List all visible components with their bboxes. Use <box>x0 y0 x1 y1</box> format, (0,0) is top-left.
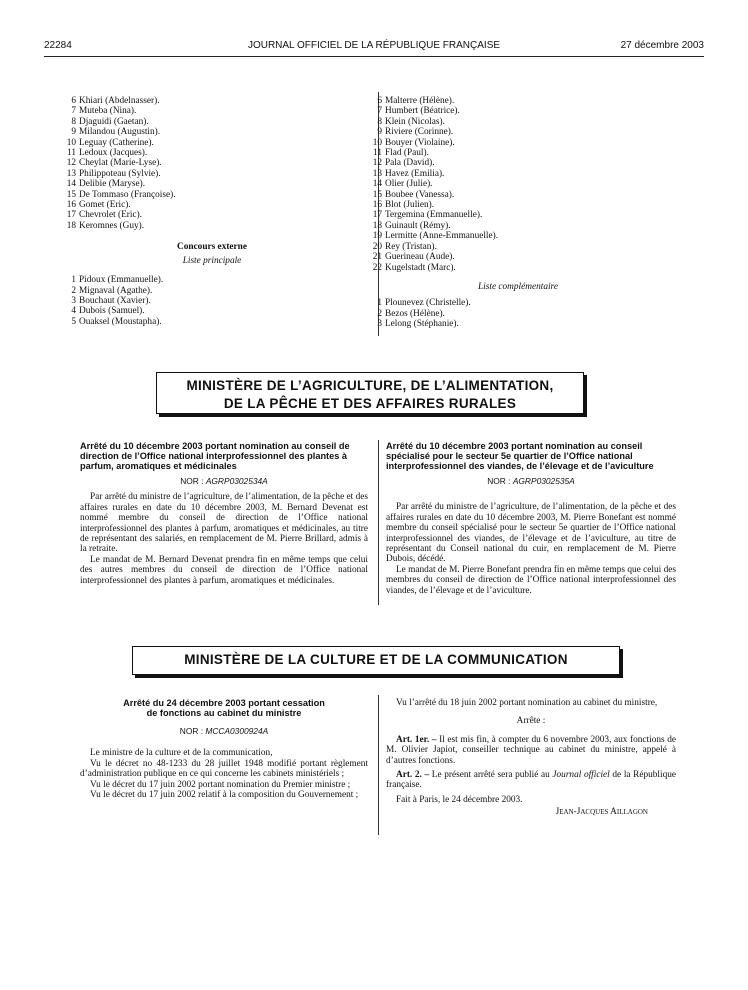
list-item-name: Rey (Tristan). <box>385 241 437 252</box>
top-right-column <box>368 96 688 330</box>
ministry-culture-heading <box>132 646 620 675</box>
list-item <box>62 200 362 210</box>
header-rule <box>44 56 704 57</box>
list-item <box>62 190 362 200</box>
list-item-name: Ledoux (Jacques). <box>79 148 148 159</box>
paragraph: Vu le décret no 48-1233 du 28 juillet 1948 modifié portant règlement d’administration publique en ce qui concerne les cabinets ministériels ; <box>80 758 368 780</box>
list-item-number: 2 <box>377 308 382 319</box>
arrete-cabinet-right <box>386 698 676 818</box>
list-item-name: Khiari (Abdelnasser). <box>79 96 160 106</box>
list-item-number: 16 <box>66 200 76 211</box>
list-item <box>368 319 688 329</box>
list-item <box>62 286 362 296</box>
list-item <box>368 252 688 262</box>
list-item <box>368 221 688 231</box>
list-item-number: 3 <box>71 295 76 306</box>
list-item <box>368 148 688 158</box>
list-item <box>62 148 362 158</box>
list-item-number: 9 <box>377 127 382 138</box>
list-item-number: 7 <box>377 106 382 117</box>
list-item-name: Guinault (Rémy). <box>385 220 451 231</box>
arrete-viandes <box>386 441 676 596</box>
list-item <box>62 275 362 285</box>
list-item-number: 11 <box>373 148 382 159</box>
list-item-name: Mignaval (Agathe). <box>79 285 153 296</box>
fait-line: Fait à Paris, le 24 décembre 2003. <box>396 794 523 805</box>
list-item-name: Klein (Nicolas). <box>385 116 445 127</box>
signature: Jean-Jacques Aillagon <box>555 807 648 818</box>
paragraph: Vu le décret du 17 juin 2002 portant nomination du Premier ministre ; <box>90 779 351 790</box>
list-item-name: Havez (Emilia). <box>385 168 445 179</box>
liste-complementaire-label: Liste complémentaire <box>478 281 558 292</box>
list-item-number: 5 <box>71 316 76 327</box>
list-item <box>368 309 688 319</box>
list-item-number: 9 <box>71 127 76 138</box>
nor-label: NOR : <box>487 476 511 486</box>
article-text: Il est mis fin, à compter du 6 novembre 2003, aux fonctions de M. Olivier Japiot, conseiller technique au cabinet du ministre, appelé à d’autres fonctions. <box>386 734 677 766</box>
nor-label: NOR : <box>179 726 204 736</box>
list-item-number: 17 <box>66 210 76 221</box>
list-item-number: 6 <box>71 96 76 106</box>
list-item-number: 14 <box>372 179 382 190</box>
list-item-name: Cheylat (Marie-Lyse). <box>79 158 162 169</box>
list-item-name: Delibie (Maryse). <box>79 179 146 190</box>
list-item-name: Pidoux (Emmanuelle). <box>79 275 164 286</box>
list-item <box>368 242 688 252</box>
ministry-culture-line1: MINISTÈRE DE LA CULTURE ET DE LA COMMUNICATION <box>184 652 568 667</box>
list-item-name: Blot (Julien). <box>385 200 435 211</box>
list-item <box>62 296 362 306</box>
list-item-number: 8 <box>71 116 76 127</box>
article-2 <box>386 770 676 791</box>
list-item-number: 22 <box>372 262 382 273</box>
article-text: Le présent arrêté sera publié au <box>431 770 550 781</box>
list-item-number: 2 <box>71 285 76 296</box>
page-header <box>44 40 704 54</box>
list-item-number: 18 <box>372 220 382 231</box>
paragraph: Vu l’arrêté du 18 juin 2002 portant nomination au cabinet du ministre, <box>396 698 658 708</box>
nor-label: NOR : <box>180 476 204 486</box>
list-item-name: Dubois (Samuel). <box>79 306 145 317</box>
list-item <box>62 179 362 189</box>
list-item <box>62 210 362 220</box>
list-item-name: Lelong (Stéphanie). <box>385 319 459 330</box>
nor-reference <box>80 726 368 736</box>
list-item <box>368 96 688 106</box>
nor-code: AGRP0302535A <box>512 476 575 486</box>
list-item <box>62 158 362 168</box>
list-item <box>368 138 688 148</box>
list-item-number: 1 <box>71 275 76 286</box>
list-item-name: Keromnes (Guy). <box>79 220 145 231</box>
list-item-name: Ouaksel (Moustapha). <box>79 316 162 327</box>
list-item-name: Malterre (Hélène). <box>385 96 455 106</box>
list-item-name: Leguay (Catherine). <box>79 137 154 148</box>
list-item <box>62 317 362 327</box>
liste-principale-label: Liste principale <box>182 255 242 266</box>
list-item-number: 15 <box>372 189 382 200</box>
list-item <box>62 127 362 137</box>
list-item <box>62 138 362 148</box>
paragraph: Par arrêté du ministre de l’agriculture, de l’alimentation, de la pêche et des affaires rurales en date du 10 décembre 2003, M. Bernard Devenat est nommé membre du conseil de direction de l’Office national interprofessionnel des plantes à parfum, aromatiques et médicinales, au titre de représentant des salariés, en remplacement de M. Pierre Brillard, admis à la retraite. <box>80 492 368 555</box>
list-item <box>62 306 362 316</box>
list-item-number: 20 <box>372 241 382 252</box>
arrete-title: Arrêté du 10 décembre 2003 portant nomination au conseil spécialisé pour le secteur 5e quartier de l’Office national interprofessionnel des viandes, de l’élevage et de l’aviculture <box>386 441 654 471</box>
list-item-name: Flad (Paul). <box>385 148 429 159</box>
list-item <box>368 169 688 179</box>
list-item <box>368 117 688 127</box>
paragraph: Le mandat de M. Bernard Devenat prendra fin en même temps que celui des autres membres du conseil de direction de l’Office national interprofessionnel des plantes à parfum, aromatiques et médicinales. <box>80 554 368 586</box>
list-item-number: 14 <box>66 179 76 190</box>
paragraph: Vu le décret du 17 juin 2002 relatif à la composition du Gouvernement ; <box>90 790 359 801</box>
journal-title: JOURNAL OFFICIEL DE LA RÉPUBLIQUE FRANÇAISE <box>247 40 501 51</box>
list-item-number: 19 <box>372 231 382 242</box>
article-label: Art. 2. – <box>396 770 430 781</box>
list-item-number: 3 <box>377 319 382 330</box>
list-item <box>368 190 688 200</box>
list-item-name: Humbert (Béatrice). <box>385 106 460 117</box>
nor-reference <box>80 476 368 486</box>
list-item <box>368 179 688 189</box>
list-item-number: 16 <box>372 200 382 211</box>
top-left-column <box>62 96 362 327</box>
list-item-name: Bouchaut (Xavier). <box>79 295 151 306</box>
list-item <box>368 158 688 168</box>
list-item-name: Gomet (Eric). <box>79 200 131 211</box>
list-item-number: 12 <box>66 158 76 169</box>
list-item-name: Riviere (Corinne). <box>385 127 454 138</box>
list-item-name: Bouyer (Violaine). <box>385 137 455 148</box>
ministry-agriculture-line2: DE LA PÊCHE ET DES AFFAIRES RURALES <box>223 396 517 411</box>
list-item-name: Guerineau (Aude). <box>385 252 455 263</box>
ranked-list <box>368 96 688 273</box>
list-item-number: 13 <box>372 168 382 179</box>
list-item-number: 12 <box>372 158 382 169</box>
list-item <box>368 263 688 273</box>
list-item-name: Philippoteau (Sylvie). <box>79 168 161 179</box>
arrete-cabinet-left <box>80 698 368 800</box>
journal-officiel-italic: Journal officiel <box>552 770 610 781</box>
list-item-name: Pala (David). <box>385 158 435 169</box>
concours-externe-heading: Concours externe <box>177 242 247 253</box>
list-item <box>368 127 688 137</box>
liste-complementaire <box>368 298 688 329</box>
list-item-number: 15 <box>66 189 76 200</box>
list-item-name: Tergemina (Emmanuelle). <box>385 210 483 221</box>
list-item <box>62 169 362 179</box>
ministry-agriculture-heading <box>156 372 584 414</box>
list-item <box>368 231 688 241</box>
arrete-title: Arrêté du 10 décembre 2003 portant nomination au conseil de direction de l’Office national interprofessionnel des plantes à parfum, aromatiques et médicinales <box>80 441 350 471</box>
nor-reference <box>386 476 676 486</box>
article-label: Art. 1er. – <box>396 734 437 745</box>
list-item <box>368 298 688 308</box>
article-1 <box>386 735 676 766</box>
column-divider <box>378 440 379 605</box>
list-item-number: 10 <box>66 137 76 148</box>
list-item-name: Muteba (Nina). <box>79 106 137 117</box>
list-item-name: Boubee (Vanessa). <box>385 189 455 200</box>
issue-date: 27 décembre 2003 <box>620 40 704 51</box>
nor-code: AGRP0302534A <box>205 476 268 486</box>
list-item-name: Milandou (Augustin). <box>79 127 161 138</box>
list-item-number: 21 <box>372 252 382 263</box>
nor-code: MCCA0300924A <box>205 726 269 736</box>
list-item-name: De Tommaso (Françoise). <box>79 189 176 200</box>
list-item-name: Olier (Julie). <box>385 179 433 190</box>
paragraph: Par arrêté du ministre de l’agriculture, de l’alimentation, de la pêche et des affaires rurales en date du 10 décembre 2003, M. Pierre Bonefant est nommé membre du conseil spécialisé pour le secteur 5e quartier de l’Office national interprofessionnel des viandes, de l’élevage et de l’aviculture, au titre de représentant du Conseil national du cuir, en remplacement de M. Pierre Dubois, décédé. <box>386 502 676 565</box>
list-item-number: 7 <box>71 106 76 117</box>
list-item <box>62 106 362 116</box>
ministry-agriculture-line1: MINISTÈRE DE L’AGRICULTURE, DE L’ALIMENTATION, <box>186 378 554 393</box>
list-item <box>368 106 688 116</box>
list-item-name: Djaguidi (Gaetan). <box>79 116 149 127</box>
arrete-label: Arrête : <box>516 716 546 727</box>
list-item <box>62 96 362 106</box>
list-item-name: Chevrolet (Eric). <box>79 210 142 221</box>
arrete-title-line1: Arrêté du 24 décembre 2003 portant cessation <box>123 698 325 708</box>
list-item-name: Kugelstadt (Marc). <box>385 262 456 273</box>
page-number: 22284 <box>44 40 72 51</box>
list-item <box>62 221 362 231</box>
ranked-list <box>62 96 362 231</box>
arrete-title <box>80 698 368 718</box>
list-item-name: Lermitte (Anne-Emmanuelle). <box>385 231 499 242</box>
list-item-number: 11 <box>67 148 76 159</box>
list-item-number: 17 <box>372 210 382 221</box>
list-item-number: 6 <box>377 96 382 106</box>
arrete-plantes <box>80 441 368 586</box>
column-divider <box>378 695 379 835</box>
list-item-number: 8 <box>377 116 382 127</box>
paragraph: Le ministre de la culture et de la communication, <box>90 748 273 759</box>
list-item-number: 4 <box>71 306 76 317</box>
liste-principale <box>62 275 362 327</box>
list-item-number: 10 <box>372 137 382 148</box>
list-item-number: 18 <box>66 220 76 231</box>
article-text: de la République française. <box>386 770 677 791</box>
list-item-name: Plounevez (Christelle). <box>385 298 471 309</box>
list-item <box>368 200 688 210</box>
list-item-number: 1 <box>377 298 382 309</box>
paragraph: Le mandat de M. Pierre Bonefant prendra fin en même temps que celui des membres du conseil de direction de l’Office national interprofessionnel des viandes, de l’élevage et de l’aviculture. <box>386 564 676 596</box>
list-item <box>368 210 688 220</box>
arrete-title-line2: de fonctions au cabinet du ministre <box>146 708 302 718</box>
list-item <box>62 117 362 127</box>
list-item-name: Bezos (Hélène). <box>385 308 445 319</box>
list-item-number: 13 <box>66 168 76 179</box>
